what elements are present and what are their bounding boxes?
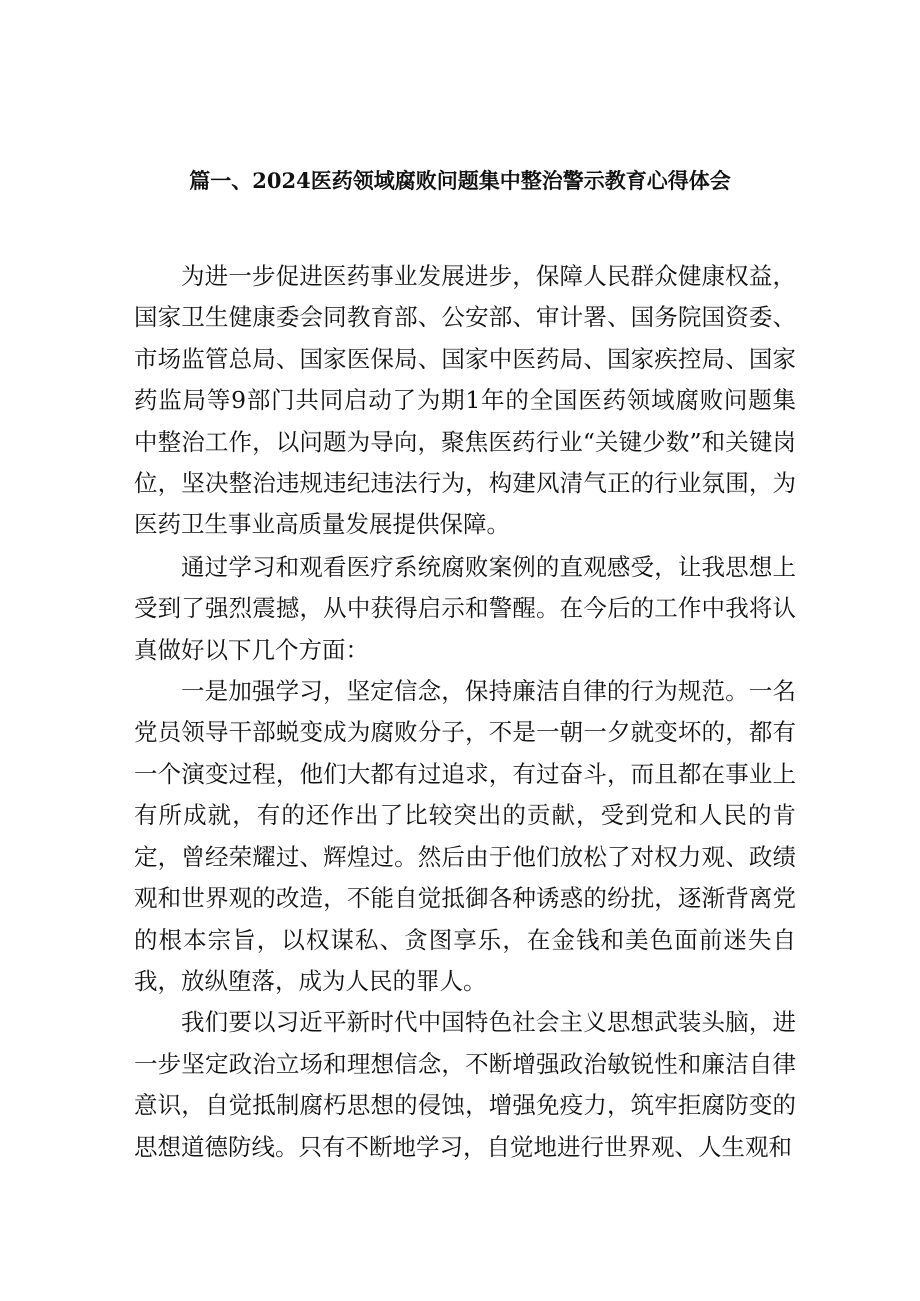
paragraph: 一是加强学习，坚定信念，保持廉洁自律的行为规范。一名党员领导干部蜕变成为腐败分子，不是一朝一夕就变坏的，都有一个演变过程，他们大都有过追求，有过奋斗，而且都在事业上有所成就，有的还作出了比较突出的贡献，受到党和人民的肯定，曾经荣耀过、辉煌过。然后由于他们放松了对权力观、政绩观和世界观的改造，不能自觉抵御各种诱惑的纷扰，逐渐背离党的根本宗旨，以权谋私、贪图享乐，在金钱和美色面前迷失自我，放纵堕落，成为人民的罪人。 [134,677,796,995]
paragraph: 通过学习和观看医疗系统腐败案例的直观感受，让我思想上受到了强烈震撼，从中获得启示和警醒。在今后的工作中我将认真做好以下几个方面： [134,552,796,664]
paragraph: 为进一步促进医药事业发展进步，保障人民群众健康权益，国家卫生健康委会同教育部、公安部、审计署、国务院国资委、市场监管总局、国家医保局、国家中医药局、国家疾控局、国家药监局等9部门共同启动了为期1年的全国医药领域腐败问题集中整治工作，以问题为导向，聚焦医药行业“关键少数”和关键岗位，坚决整治违规违纪违法行为，构建风清气正的行业氛围，为医药卫生事业高质量发展提供保障。 [134,262,796,539]
document-title: 篇一、2024医药领域腐败问题集中整治警示教育心得体会 [189,168,731,193]
paragraph: 我们要以习近平新时代中国特色社会主义思想武装头脑，进一步坚定政治立场和理想信念，不断增强政治敏锐性和廉洁自律意识，自觉抵制腐朽思想的侵蚀，增强免疫力，筑牢拒腐防变的思想道德防线。只有不断地学习，自觉地进行世界观、人生观和 [134,1008,796,1161]
document-body [134,256,796,1168]
